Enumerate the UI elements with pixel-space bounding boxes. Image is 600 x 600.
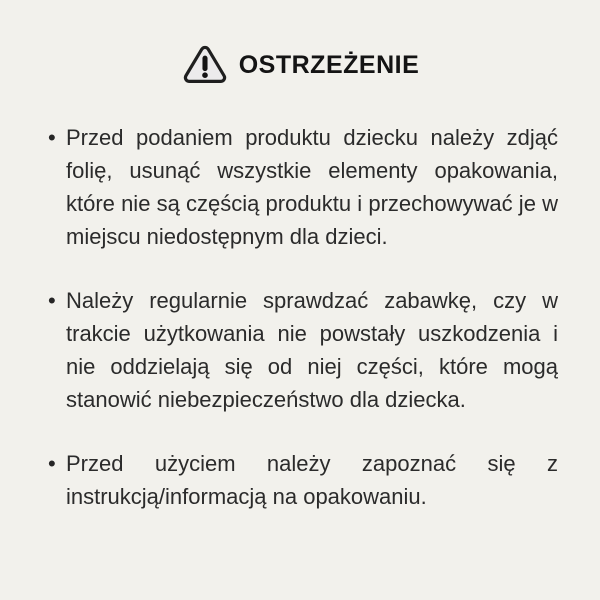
warning-list: [0, 121, 600, 513]
warning-triangle-icon: [181, 42, 229, 87]
warning-item-text: Należy regularnie sprawdzać zabawkę, czy w trakcie użytkowania nie powstały uszkodzenia i nie oddzielają się od niej części, które mogą stanowić niebezpieczeństwo dla dziecka.: [66, 288, 558, 412]
bullet-icon: •: [48, 451, 56, 476]
list-item: [48, 121, 558, 253]
bullet-icon: •: [48, 125, 56, 150]
list-item: [48, 284, 558, 416]
warning-item-text: Przed użyciem należy zapoznać się z instrukcją/informacją na opakowaniu.: [66, 451, 558, 509]
bullet-icon: •: [48, 288, 56, 313]
warning-item-text: Przed podaniem produktu dziecku należy zdjąć folię, usunąć wszystkie elementy opakowania, które nie są częścią produktu i przechowywać je w miejscu niedostępnym dla dzieci.: [66, 125, 558, 249]
page-title: OSTRZEŻENIE: [238, 50, 420, 79]
list-item: [48, 447, 558, 513]
warning-header: [0, 40, 600, 88]
